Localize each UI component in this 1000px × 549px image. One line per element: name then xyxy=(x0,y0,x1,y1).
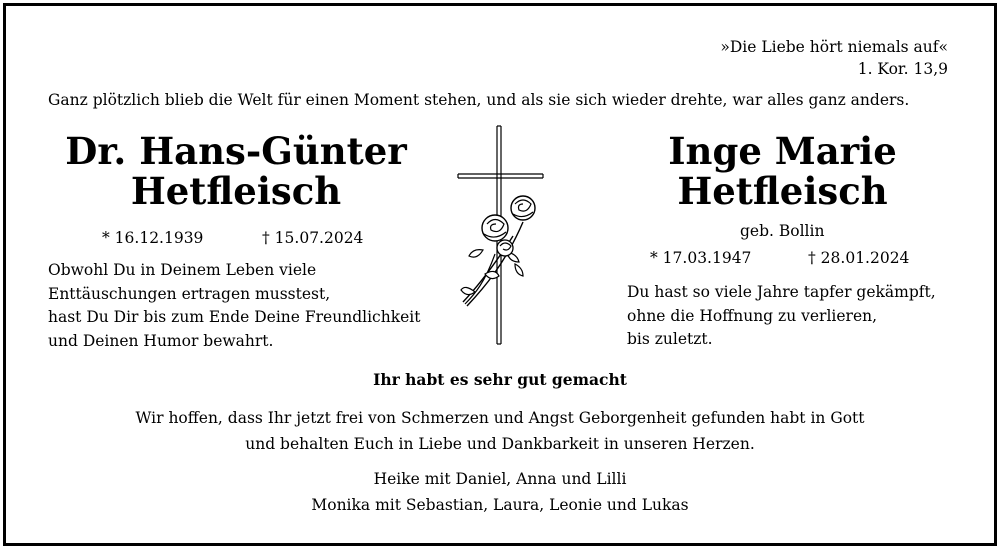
intro-text: Ganz plötzlich blieb die Welt für einen Moment stehen, und als sie sich wieder drehte, war alles ganz anders. xyxy=(48,91,910,109)
closing-heading: Ihr habt es sehr gut gemacht xyxy=(373,370,627,389)
right-text-line: ohne die Hoffnung zu verlieren, xyxy=(627,306,878,325)
motto xyxy=(720,36,948,80)
motto-quote: »Die Liebe hört niemals auf« xyxy=(720,38,948,56)
right-name-line1: Inge Marie xyxy=(668,129,897,173)
right-text-line: Du hast so viele Jahre tapfer gekämpft, xyxy=(627,283,936,301)
left-text-line: hast Du Dir bis zum Ende Deine Freundlichkeit xyxy=(48,308,421,326)
left-person-name xyxy=(46,131,426,211)
right-person-name xyxy=(595,131,970,211)
left-born-date: * 16.12.1939 xyxy=(102,229,204,247)
right-name-line2: Hetfleisch xyxy=(677,169,888,213)
right-maiden-name: geb. Bollin xyxy=(740,222,825,240)
closing-text xyxy=(0,405,1000,457)
right-text-line: bis zuletzt. xyxy=(627,330,713,348)
signature-line: Heike mit Daniel, Anna und Lilli xyxy=(373,470,627,488)
left-person-text xyxy=(48,259,420,353)
left-text-line: und Deinen Humor bewahrt. xyxy=(48,331,274,350)
closing-line: und behalten Euch in Liebe und Dankbarkeit in unseren Herzen. xyxy=(245,435,755,453)
left-name-line2: Hetfleisch xyxy=(130,169,342,213)
right-person-text xyxy=(627,281,936,352)
left-death-date: † 15.07.2024 xyxy=(262,229,364,247)
signatures xyxy=(0,466,1000,518)
right-death-date: † 28.01.2024 xyxy=(808,249,910,267)
left-text-line: Enttäuschungen ertragen musstest, xyxy=(48,284,331,303)
signature-line: Monika mit Sebastian, Laura, Leonie und Lukas xyxy=(311,496,689,514)
cross-with-roses-icon xyxy=(455,124,550,346)
right-born-date: * 17.03.1947 xyxy=(650,249,752,267)
motto-reference: 1. Kor. 13,9 xyxy=(857,60,948,78)
left-text-line: Obwohl Du in Deinem Leben viele xyxy=(48,261,317,279)
closing-line: Wir hoffen, dass Ihr jetzt frei von Schmerzen und Angst Geborgenheit gefunden habt in Gott xyxy=(135,409,865,427)
left-name-line1: Dr. Hans-Günter xyxy=(65,129,407,173)
